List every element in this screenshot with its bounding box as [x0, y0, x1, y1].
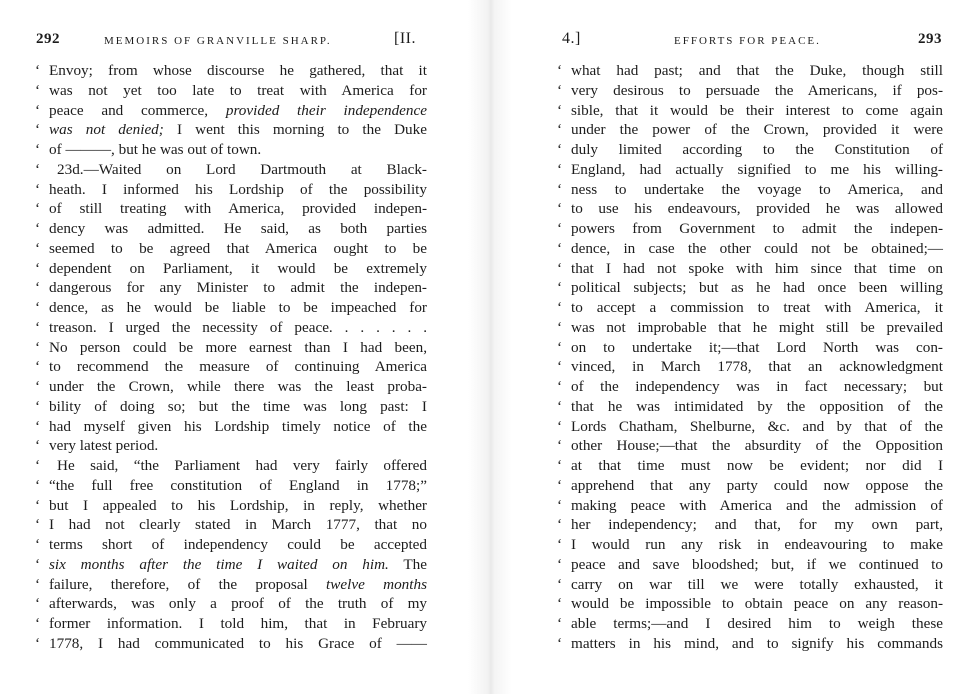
section-mark: 4.]: [562, 30, 581, 47]
text-line: [557, 535, 943, 555]
quote-mark: ‘: [35, 200, 41, 218]
quote-mark: ‘: [557, 575, 563, 593]
text-line: [35, 219, 427, 239]
quote-mark: ‘: [35, 615, 41, 632]
line-text: very desirous to persuade the Americans, if pos-: [571, 81, 943, 99]
quote-mark: ‘: [35, 555, 41, 573]
right-page-text: [557, 61, 943, 654]
line-text: that he was intimidated by the opposition of the: [571, 397, 943, 415]
quote-mark: ‘: [557, 417, 563, 435]
text-line: [557, 160, 943, 180]
text-line: [557, 594, 943, 614]
text-line: [557, 436, 943, 456]
line-text: bility of doing so; but the time was long past: I: [49, 397, 427, 415]
quote-mark: ‘: [35, 318, 41, 336]
line-text: dency was admitted. He said, as both parties: [49, 220, 427, 237]
quote-mark: ‘: [35, 457, 41, 474]
text-line: [35, 555, 427, 575]
text-line: [35, 81, 427, 101]
quote-mark: ‘: [35, 634, 41, 652]
line-text: under the power of the Crown, provided it were: [571, 121, 943, 139]
text-line: [35, 476, 427, 496]
line-text: peace and commerce,: [49, 101, 226, 119]
text-line: [35, 357, 427, 377]
line-text: of ———, but he was out of town.: [49, 141, 262, 158]
line-text: what had past; and that the Duke, though still: [571, 62, 943, 79]
quote-mark: ‘: [557, 634, 563, 652]
quote-mark: ‘: [35, 180, 41, 198]
line-text: apprehend that any party could now oppose the: [571, 476, 943, 494]
line-text: former information. I told him, that in February: [49, 615, 427, 632]
line-text: The: [388, 555, 427, 573]
line-text: dangerous for any Minister to admit the indepen-: [49, 279, 427, 297]
text-line: [35, 140, 427, 160]
quote-mark: ‘: [557, 437, 563, 455]
italic-text: six months after the time I waited on him.: [49, 555, 389, 573]
right-page: [490, 0, 980, 694]
line-text: afterwards, was only a proof of the truth of my: [49, 595, 427, 613]
quote-mark: ‘: [557, 318, 563, 336]
line-text: on to undertake it;—that Lord North was con-: [571, 338, 943, 356]
text-line: [35, 634, 427, 654]
line-text: heath. I informed his Lordship of the possibility: [49, 180, 427, 198]
text-line: [557, 219, 943, 239]
text-line: [35, 456, 427, 476]
text-line: [557, 101, 943, 121]
text-line: [35, 101, 427, 121]
text-line: [557, 496, 943, 516]
line-text: England, had actually signified to me his willing-: [571, 160, 943, 178]
left-page-header: [36, 30, 426, 53]
text-line: [557, 476, 943, 496]
left-page-text: [35, 61, 427, 654]
text-line: [557, 180, 943, 200]
text-line: [35, 61, 427, 81]
quote-mark: ‘: [35, 239, 41, 257]
line-text: dence, in case the other could not be obtained;—: [571, 239, 943, 257]
line-text: dependent on Parliament, it would be extremely: [49, 259, 427, 277]
text-line: [557, 318, 943, 338]
quote-mark: ‘: [557, 81, 563, 99]
quote-mark: ‘: [35, 496, 41, 514]
text-line: [557, 278, 943, 298]
line-text: seemed to be agreed that America ought to be: [49, 239, 427, 257]
text-line: [557, 259, 943, 279]
line-text: I went this morning to the Duke: [163, 121, 427, 139]
quote-mark: ‘: [35, 575, 41, 593]
page-number: 293: [918, 31, 942, 47]
quote-mark: ‘: [35, 259, 41, 277]
quote-mark: ‘: [557, 101, 563, 119]
text-line: [557, 61, 943, 81]
page-number: 292: [36, 31, 60, 47]
text-line: [35, 239, 427, 259]
line-text: making peace with America and the admission of: [571, 496, 943, 514]
quote-mark: ‘: [35, 141, 41, 158]
quote-mark: ‘: [557, 397, 563, 415]
line-text: of still treating with America, provided indepen-: [49, 200, 427, 218]
line-text: powers from Government to admit the indepen-: [571, 220, 943, 237]
quote-mark: ‘: [557, 62, 563, 79]
line-text: able terms;—and I desired him to weigh these: [571, 615, 943, 632]
text-line: [557, 298, 943, 318]
line-text: Lords Chatham, Shelburne, &c. and by that of the: [571, 417, 943, 435]
text-line: [35, 377, 427, 397]
line-text: was not improbable that he might still be prevailed: [571, 318, 943, 336]
quote-mark: ‘: [557, 141, 563, 158]
text-line: [35, 318, 427, 338]
quote-mark: ‘: [35, 160, 41, 178]
quote-mark: ‘: [557, 180, 563, 198]
quote-mark: ‘: [35, 536, 41, 553]
text-line: [35, 496, 427, 516]
line-text: ness to undertake the voyage to America, and: [571, 180, 943, 198]
quote-mark: ‘: [35, 476, 41, 494]
quote-mark: ‘: [557, 239, 563, 257]
quote-mark: ‘: [35, 121, 41, 139]
text-line: [557, 140, 943, 160]
quote-mark: ‘: [557, 160, 563, 178]
text-line: [35, 397, 427, 417]
quote-mark: ‘: [557, 457, 563, 474]
quote-mark: ‘: [557, 259, 563, 277]
line-text: I had not clearly stated in March 1777, that no: [49, 516, 427, 534]
quote-mark: ‘: [35, 338, 41, 356]
line-text: matters in his mind, and to signify his commands: [571, 634, 943, 652]
running-title: MEMOIRS OF GRANVILLE SHARP.: [104, 35, 332, 47]
quote-mark: ‘: [557, 555, 563, 573]
quote-mark: ‘: [557, 299, 563, 316]
text-line: [35, 575, 427, 595]
section-mark: [II.: [394, 30, 416, 47]
text-line: [557, 338, 943, 358]
running-title: EFFORTS FOR PEACE.: [674, 35, 821, 47]
quote-mark: ‘: [35, 81, 41, 99]
quote-mark: ‘: [557, 121, 563, 139]
line-text: No person could be more earnest than I had been,: [49, 338, 427, 356]
text-line: [557, 120, 943, 140]
text-line: [35, 338, 427, 358]
quote-mark: ‘: [35, 397, 41, 415]
text-line: [35, 417, 427, 437]
text-line: [557, 417, 943, 437]
quote-mark: ‘: [557, 338, 563, 356]
line-text: was not yet too late to treat with America for: [49, 81, 427, 99]
text-line: [35, 515, 427, 535]
italic-text: provided their independence: [225, 101, 428, 119]
line-text: 1778, I had communicated to his Grace of ——: [49, 634, 427, 652]
text-line: [35, 614, 427, 634]
text-line: [35, 259, 427, 279]
text-line: [557, 575, 943, 595]
quote-mark: ‘: [35, 62, 41, 79]
line-text: under the Crown, while there was the least proba-: [49, 378, 427, 395]
line-text: that I had not spoke with him since that time on: [571, 259, 943, 277]
right-page-header: [562, 30, 942, 53]
text-line: [557, 634, 943, 654]
quote-mark: ‘: [557, 200, 563, 218]
quote-mark: ‘: [557, 595, 563, 613]
line-text: her independency; and that, for my own part,: [571, 516, 943, 534]
quote-mark: ‘: [35, 299, 41, 316]
quote-mark: ‘: [557, 615, 563, 632]
line-text: treason. I urged the necessity of peace. . . . . . .: [49, 318, 427, 336]
text-line: [557, 377, 943, 397]
quote-mark: ‘: [35, 516, 41, 534]
text-line: [557, 199, 943, 219]
line-text: to accept a commission to treat with America, it: [571, 299, 943, 316]
text-line: [557, 81, 943, 101]
text-line: [35, 594, 427, 614]
text-line: [35, 199, 427, 219]
line-text: failure, therefore, of the proposal: [49, 575, 327, 593]
text-line: [557, 614, 943, 634]
text-line: [557, 456, 943, 476]
line-text: of the independency was in fact necessary; but: [571, 378, 943, 395]
quote-mark: ‘: [35, 358, 41, 376]
line-text: political subjects; but as he had once been willing: [571, 279, 943, 297]
quote-mark: ‘: [557, 476, 563, 494]
text-line: [35, 535, 427, 555]
text-line: [35, 436, 427, 456]
quote-mark: ‘: [35, 220, 41, 237]
line-text: to recommend the measure of continuing America: [49, 358, 427, 376]
line-text: sible, that it would be their interest to come again: [571, 101, 943, 119]
text-line: [35, 180, 427, 200]
line-text: Envoy; from whose discourse he gathered, that it: [49, 62, 427, 79]
line-text: peace and save bloodshed; but, if we continued to: [571, 555, 943, 573]
italic-text: was not denied;: [49, 121, 164, 139]
quote-mark: ‘: [557, 279, 563, 297]
text-line: [35, 160, 427, 180]
quote-mark: ‘: [557, 516, 563, 534]
line-text: would be impossible to obtain peace on any reason-: [571, 595, 943, 613]
line-text: I would run any risk in endeavouring to make: [571, 536, 943, 553]
line-text: but I appealed to his Lordship, in reply, whether: [49, 496, 427, 514]
line-text: duly limited according to the Constitution of: [571, 141, 943, 158]
line-text: had myself given his Lordship timely notice of the: [49, 417, 427, 435]
text-line: [557, 515, 943, 535]
quote-mark: ‘: [35, 378, 41, 395]
line-text: vinced, in March 1778, that an acknowledgment: [571, 358, 943, 376]
text-line: [557, 239, 943, 259]
line-text: at that time must now be evident; nor did I: [571, 457, 943, 474]
line-text: 23d.—Waited on Lord Dartmouth at Black-: [57, 160, 427, 178]
quote-mark: ‘: [557, 496, 563, 514]
text-line: [35, 120, 427, 140]
quote-mark: ‘: [35, 417, 41, 435]
italic-text: twelve months: [326, 575, 427, 593]
quote-mark: ‘: [557, 220, 563, 237]
quote-mark: ‘: [557, 358, 563, 376]
line-text: very latest period.: [49, 437, 159, 455]
text-line: [35, 278, 427, 298]
line-text: He said, “the Parliament had very fairly offered: [57, 457, 427, 474]
text-line: [557, 357, 943, 377]
quote-mark: ‘: [35, 101, 41, 119]
line-text: terms short of independency could be accepted: [49, 536, 427, 553]
text-line: [35, 298, 427, 318]
line-text: “the full free constitution of England in 1778;”: [49, 476, 427, 494]
quote-mark: ‘: [557, 536, 563, 553]
line-text: to use his endeavours, provided he was allowed: [571, 200, 943, 218]
line-text: dence, as he would be liable to be impeached for: [49, 299, 427, 316]
line-text: other House;—that the absurdity of the Opposition: [571, 437, 943, 455]
text-line: [557, 555, 943, 575]
quote-mark: ‘: [35, 595, 41, 613]
quote-mark: ‘: [557, 378, 563, 395]
quote-mark: ‘: [35, 279, 41, 297]
line-text: carry on war till we were totally exhausted, it: [571, 575, 943, 593]
quote-mark: ‘: [35, 437, 41, 455]
text-line: [557, 397, 943, 417]
